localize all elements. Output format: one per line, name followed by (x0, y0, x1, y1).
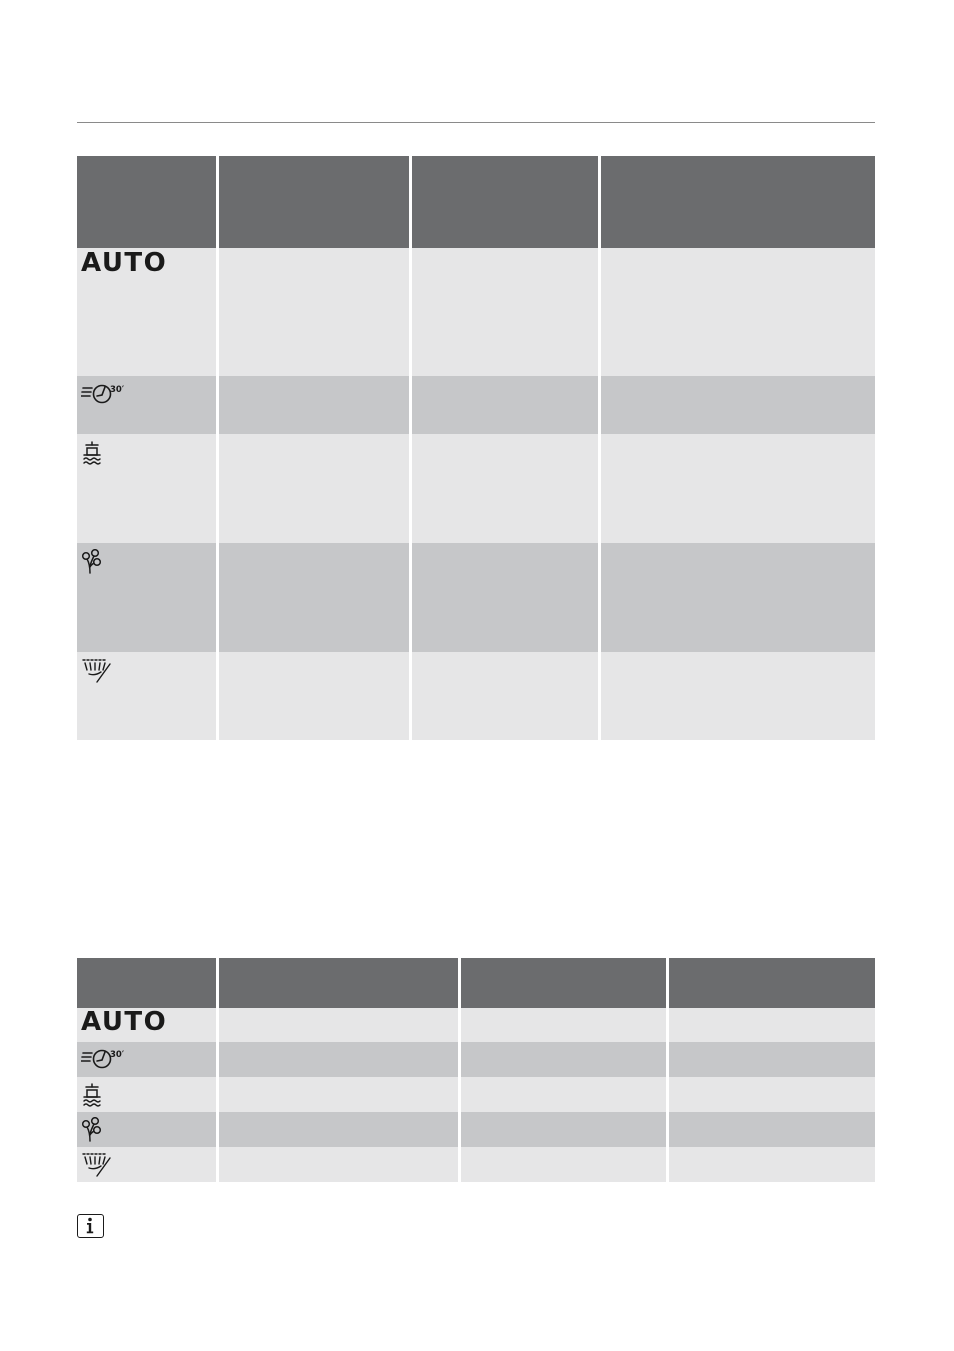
table-cell (599, 543, 875, 652)
header-cell (459, 958, 667, 1008)
table-row (77, 1042, 875, 1077)
eco-flower-programme-icon (81, 549, 107, 575)
top-rule (77, 122, 875, 123)
table-cell (410, 248, 599, 376)
table-cell (599, 434, 875, 543)
table-cell (599, 652, 875, 740)
programme-icon-cell (77, 248, 217, 376)
header-cell (217, 958, 459, 1008)
table-cell (217, 543, 410, 652)
header-cell (667, 958, 875, 1008)
table-cell (459, 1042, 667, 1077)
consumption-table (77, 958, 875, 1182)
table-cell (217, 248, 410, 376)
table-row (77, 1008, 875, 1042)
table-row (77, 434, 875, 543)
pot-intensive-programme-icon (81, 1082, 107, 1108)
table-row (77, 248, 875, 376)
auto-programme-icon: AUTO (81, 248, 168, 278)
programme-icon-cell (77, 376, 217, 434)
table-row (77, 543, 875, 652)
table-cell (667, 1008, 875, 1042)
programme-icon-cell (77, 1077, 217, 1112)
table-cell (410, 652, 599, 740)
header-cell (599, 156, 875, 248)
table-cell (459, 1147, 667, 1182)
table-row (77, 376, 875, 434)
table-header-row (77, 156, 875, 248)
auto-programme-icon: AUTO (81, 1007, 168, 1037)
table-cell (459, 1008, 667, 1042)
rinse-hold-programme-icon (81, 1152, 115, 1178)
programme-icon-cell (77, 1112, 217, 1147)
programme-icon-cell (77, 1042, 217, 1077)
programme-icon-cell (77, 1008, 217, 1042)
quick-30-programme-icon (81, 1047, 125, 1071)
info-glyph (78, 1215, 102, 1236)
table-cell (599, 248, 875, 376)
table-cell (217, 1112, 459, 1147)
table-cell (459, 1112, 667, 1147)
table-cell (410, 434, 599, 543)
table-row (77, 652, 875, 740)
table-cell (667, 1042, 875, 1077)
header-cell (410, 156, 599, 248)
header-cell (77, 958, 217, 1008)
table-row (77, 1077, 875, 1112)
table-cell (667, 1112, 875, 1147)
table-cell (217, 1008, 459, 1042)
table-header-row (77, 958, 875, 1008)
svg-text:30′: 30′ (110, 1050, 125, 1060)
quick-30-programme-icon (81, 382, 125, 406)
header-cell (77, 156, 217, 248)
table-cell (410, 543, 599, 652)
svg-text:30′: 30′ (110, 385, 125, 395)
table-row (77, 1147, 875, 1182)
programme-icon-cell (77, 543, 217, 652)
table-cell (667, 1147, 875, 1182)
programme-icon-cell (77, 652, 217, 740)
table-cell (217, 652, 410, 740)
table-cell (410, 376, 599, 434)
table-row (77, 1112, 875, 1147)
rinse-hold-programme-icon (81, 658, 115, 684)
table-cell (217, 1147, 459, 1182)
table-cell (667, 1077, 875, 1112)
table-cell (217, 1077, 459, 1112)
table-cell (599, 376, 875, 434)
pot-intensive-programme-icon (81, 440, 107, 466)
info-icon (77, 1214, 104, 1238)
table-cell (459, 1077, 667, 1112)
programme-table (77, 156, 875, 740)
header-cell (217, 156, 410, 248)
table-cell (217, 376, 410, 434)
table-cell (217, 1042, 459, 1077)
eco-flower-programme-icon (81, 1117, 107, 1143)
programme-icon-cell (77, 1147, 217, 1182)
table-cell (217, 434, 410, 543)
programme-icon-cell (77, 434, 217, 543)
